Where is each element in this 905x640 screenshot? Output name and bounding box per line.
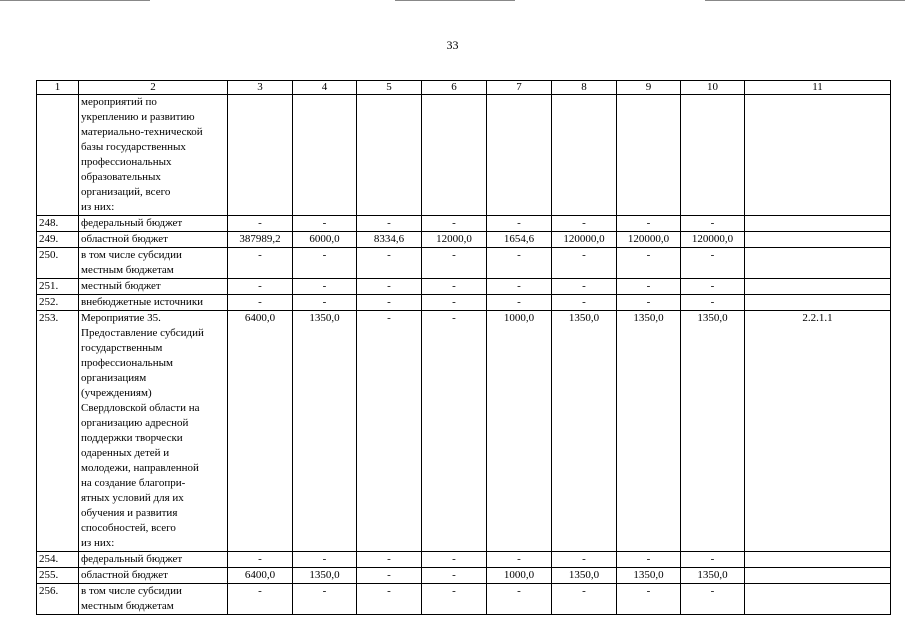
- col-7-value: -: [487, 216, 552, 232]
- row-name: в том числе субсидии местным бюджетам: [79, 248, 228, 279]
- col-6-value: -: [422, 584, 487, 615]
- col-4-value: 6000,0: [293, 232, 357, 248]
- col-5-value: [357, 95, 422, 216]
- scan-edge-middle: [395, 0, 515, 1]
- col-3-value: -: [228, 295, 293, 311]
- header-cell: 3: [228, 81, 293, 95]
- row-number: 254.: [37, 552, 79, 568]
- col-4-value: -: [293, 584, 357, 615]
- col-10-value: -: [681, 584, 745, 615]
- col-9-value: -: [617, 584, 681, 615]
- col-4-value: -: [293, 279, 357, 295]
- col-9-value: -: [617, 295, 681, 311]
- row-name: мероприятий по укреплению и развитию материально-технической базы государственных профессиональных образовательных организаций, всего из них:: [79, 95, 228, 216]
- budget-table: [36, 80, 891, 615]
- col-10-value: 120000,0: [681, 232, 745, 248]
- col-11-code: [745, 584, 891, 615]
- header-cell: 10: [681, 81, 745, 95]
- col-5-value: -: [357, 568, 422, 584]
- header-cell: 6: [422, 81, 487, 95]
- row-name: федеральный бюджет: [79, 216, 228, 232]
- col-11-code: [745, 279, 891, 295]
- col-3-value: -: [228, 216, 293, 232]
- col-10-value: 1350,0: [681, 568, 745, 584]
- col-10-value: 1350,0: [681, 311, 745, 552]
- col-8-value: -: [552, 216, 617, 232]
- table-body: [37, 81, 891, 615]
- col-5-value: -: [357, 248, 422, 279]
- row-name: областной бюджет: [79, 232, 228, 248]
- col-11-code: [745, 216, 891, 232]
- row-name: федеральный бюджет: [79, 552, 228, 568]
- col-7-value: 1000,0: [487, 311, 552, 552]
- col-7-value: -: [487, 584, 552, 615]
- row-number: 252.: [37, 295, 79, 311]
- col-4-value: 1350,0: [293, 568, 357, 584]
- col-6-value: -: [422, 295, 487, 311]
- col-3-value: 387989,2: [228, 232, 293, 248]
- row-name: местный бюджет: [79, 279, 228, 295]
- col-5-value: -: [357, 216, 422, 232]
- header-cell: 11: [745, 81, 891, 95]
- col-7-value: -: [487, 552, 552, 568]
- col-4-value: -: [293, 248, 357, 279]
- col-8-value: -: [552, 248, 617, 279]
- col-7-value: -: [487, 279, 552, 295]
- col-10-value: -: [681, 552, 745, 568]
- table-row: [37, 95, 891, 216]
- col-6-value: -: [422, 552, 487, 568]
- row-name: в том числе субсидии местным бюджетам: [79, 584, 228, 615]
- col-10-value: -: [681, 279, 745, 295]
- col-10-value: -: [681, 216, 745, 232]
- col-6-value: [422, 95, 487, 216]
- header-cell: 5: [357, 81, 422, 95]
- col-4-value: [293, 95, 357, 216]
- col-4-value: -: [293, 552, 357, 568]
- col-5-value: -: [357, 279, 422, 295]
- col-9-value: -: [617, 248, 681, 279]
- col-10-value: -: [681, 248, 745, 279]
- col-5-value: -: [357, 552, 422, 568]
- row-number: 248.: [37, 216, 79, 232]
- col-3-value: -: [228, 584, 293, 615]
- row-name: областной бюджет: [79, 568, 228, 584]
- table-row: [37, 216, 891, 232]
- header-cell: 9: [617, 81, 681, 95]
- row-number: [37, 95, 79, 216]
- col-6-value: -: [422, 568, 487, 584]
- col-9-value: 120000,0: [617, 232, 681, 248]
- table-row: [37, 552, 891, 568]
- header-cell: 1: [37, 81, 79, 95]
- col-3-value: -: [228, 248, 293, 279]
- col-11-code: [745, 552, 891, 568]
- row-number: 250.: [37, 248, 79, 279]
- col-9-value: -: [617, 552, 681, 568]
- col-4-value: -: [293, 216, 357, 232]
- col-9-value: 1350,0: [617, 311, 681, 552]
- col-10-value: -: [681, 295, 745, 311]
- col-8-value: 1350,0: [552, 311, 617, 552]
- header-cell: 7: [487, 81, 552, 95]
- header-cell: 2: [79, 81, 228, 95]
- table-row: [37, 279, 891, 295]
- col-9-value: -: [617, 279, 681, 295]
- col-6-value: -: [422, 311, 487, 552]
- page-number: 33: [446, 38, 459, 52]
- header-row: [37, 81, 891, 95]
- table-row: [37, 311, 891, 552]
- col-3-value: 6400,0: [228, 568, 293, 584]
- col-8-value: -: [552, 584, 617, 615]
- col-5-value: -: [357, 295, 422, 311]
- col-3-value: 6400,0: [228, 311, 293, 552]
- col-9-value: -: [617, 216, 681, 232]
- col-3-value: [228, 95, 293, 216]
- col-11-code: 2.2.1.1: [745, 311, 891, 552]
- col-11-code: [745, 95, 891, 216]
- header-cell: 4: [293, 81, 357, 95]
- scan-edge-right: [705, 0, 905, 1]
- row-name: Мероприятие 35. Предоставление субсидий государственным профессиональным организациям (учреждениям) Свердловской области на организацию адресной поддержки творчески одаренных детей и молодежи, направленной на создание благопри- ятных условий для их обучения и развития способностей, всего из них:: [79, 311, 228, 552]
- col-7-value: -: [487, 248, 552, 279]
- table-row: [37, 568, 891, 584]
- scan-edge-left: [0, 0, 150, 1]
- col-5-value: -: [357, 311, 422, 552]
- row-number: 255.: [37, 568, 79, 584]
- col-3-value: -: [228, 279, 293, 295]
- col-11-code: [745, 295, 891, 311]
- col-4-value: 1350,0: [293, 311, 357, 552]
- header-cell: 8: [552, 81, 617, 95]
- col-6-value: 12000,0: [422, 232, 487, 248]
- col-9-value: 1350,0: [617, 568, 681, 584]
- table-row: [37, 232, 891, 248]
- col-7-value: 1654,6: [487, 232, 552, 248]
- row-number: 251.: [37, 279, 79, 295]
- col-8-value: -: [552, 552, 617, 568]
- col-7-value: 1000,0: [487, 568, 552, 584]
- table-row: [37, 295, 891, 311]
- col-8-value: 1350,0: [552, 568, 617, 584]
- col-11-code: [745, 232, 891, 248]
- col-8-value: -: [552, 279, 617, 295]
- col-11-code: [745, 248, 891, 279]
- col-7-value: -: [487, 295, 552, 311]
- col-10-value: [681, 95, 745, 216]
- col-5-value: -: [357, 584, 422, 615]
- row-number: 256.: [37, 584, 79, 615]
- table-row: [37, 248, 891, 279]
- col-3-value: -: [228, 552, 293, 568]
- col-8-value: 120000,0: [552, 232, 617, 248]
- col-6-value: -: [422, 248, 487, 279]
- col-8-value: -: [552, 295, 617, 311]
- row-number: 253.: [37, 311, 79, 552]
- col-11-code: [745, 568, 891, 584]
- col-4-value: -: [293, 295, 357, 311]
- col-7-value: [487, 95, 552, 216]
- row-number: 249.: [37, 232, 79, 248]
- col-6-value: -: [422, 216, 487, 232]
- row-name: внебюджетные источники: [79, 295, 228, 311]
- col-9-value: [617, 95, 681, 216]
- table-row: [37, 584, 891, 615]
- col-5-value: 8334,6: [357, 232, 422, 248]
- col-6-value: -: [422, 279, 487, 295]
- col-8-value: [552, 95, 617, 216]
